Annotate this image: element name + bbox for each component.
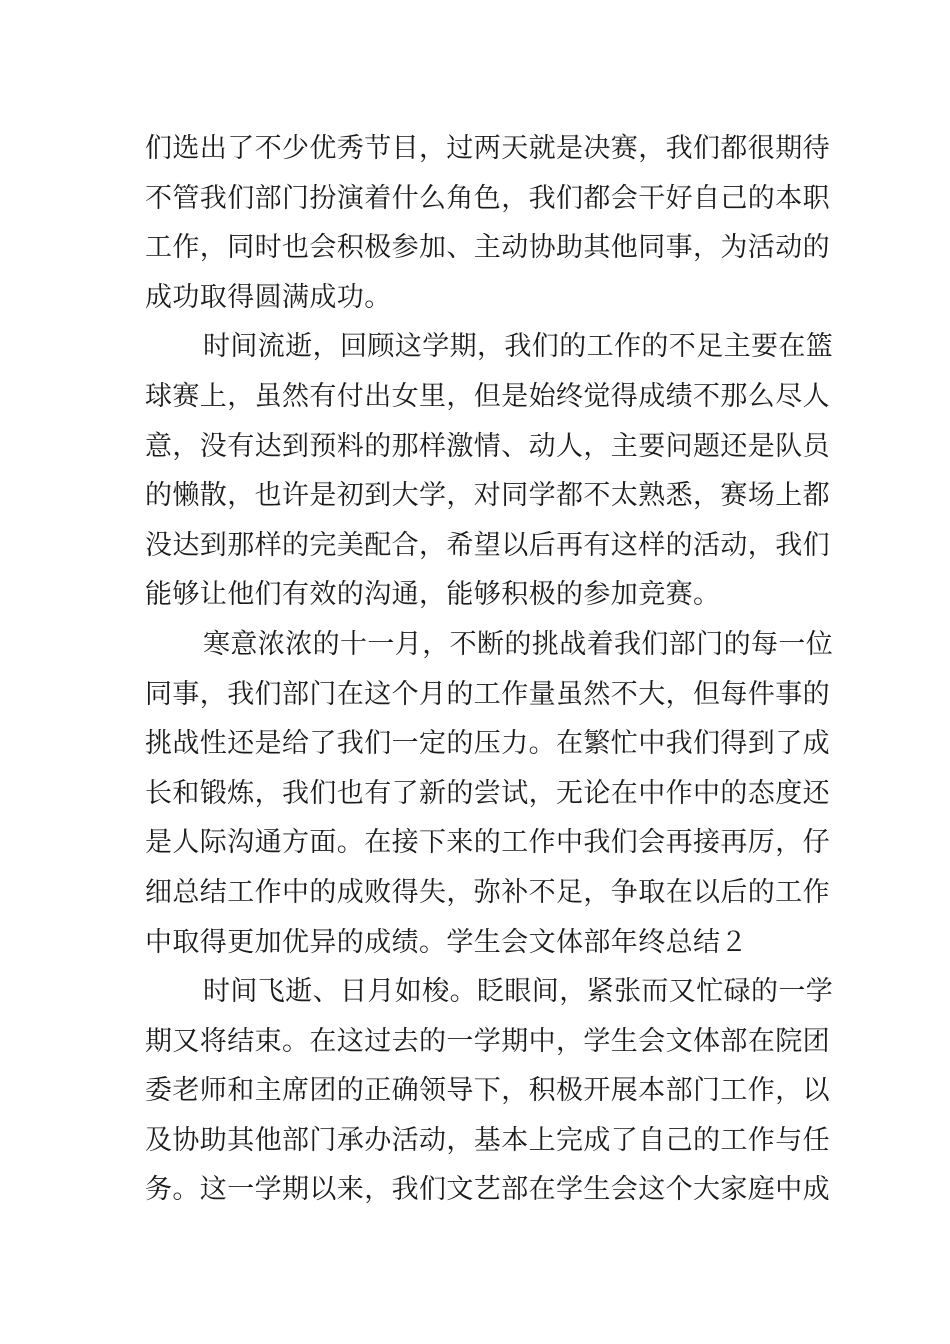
text-line: 球赛上，虽然有付出女里，但是始终觉得成绩不那么尽人 (145, 380, 830, 412)
text-line: 的懒散，也许是初到大学，对同学都不太熟悉，赛场上都 (145, 480, 830, 512)
text-line: 成功取得圆满成功。 (145, 281, 392, 313)
text-line: 没达到那样的完美配合，希望以后再有这样的活动，我们 (145, 529, 830, 561)
text-line: 务。这一学期以来，我们文艺部在学生会这个大家庭中成 (145, 1174, 830, 1206)
text-line: 时间飞逝、日月如梭。眨眼间，紧张而又忙碌的一学 (203, 976, 834, 1008)
text-line: 工作，同时也会积极参加、主动协助其他同事，为活动的 (145, 232, 830, 264)
text-line: 及协助其他部门承办活动，基本上完成了自己的工作与任 (145, 1124, 830, 1156)
text-line: 同事，我们部门在这个月的工作量虽然不大，但每件事的 (145, 678, 830, 710)
text-line: 中取得更加优异的成绩。学生会文体部年终总结２ (145, 926, 748, 958)
text-line: 意，没有达到预料的那样激情、动人，主要问题还是队员 (145, 430, 830, 462)
text-line: 挑战性还是给了我们一定的压力。在繁忙中我们得到了成 (145, 728, 830, 760)
text-line: 们选出了不少优秀节目，过两天就是决赛，我们都很期待 (145, 133, 830, 164)
body-text (145, 124, 834, 1215)
text-line: 委老师和主席团的正确领导下，积极开展本部门工作，以 (145, 1075, 830, 1107)
text-line: 期又将结束。在这过去的一学期中，学生会文体部在院团 (145, 1025, 830, 1057)
text-line: 长和锻炼，我们也有了新的尝试，无论在中作中的态度还 (145, 777, 830, 809)
text-line: 能够让他们有效的沟通，能够积极的参加竞赛。 (145, 579, 721, 611)
text-line: 是人际沟通方面。在接下来的工作中我们会再接再厉，仔 (145, 827, 830, 859)
text-line: 细总结工作中的成败得失，弥补不足，争取在以后的工作 (145, 876, 830, 908)
text-line: 时间流逝，回顾这学期，我们的工作的不足主要在篮 (203, 331, 834, 363)
text-line: 寒意浓浓的十一月，不断的挑战着我们部门的每一位 (203, 628, 834, 660)
text-line: 不管我们部门扮演着什么角色，我们都会干好自己的本职 (145, 182, 830, 214)
